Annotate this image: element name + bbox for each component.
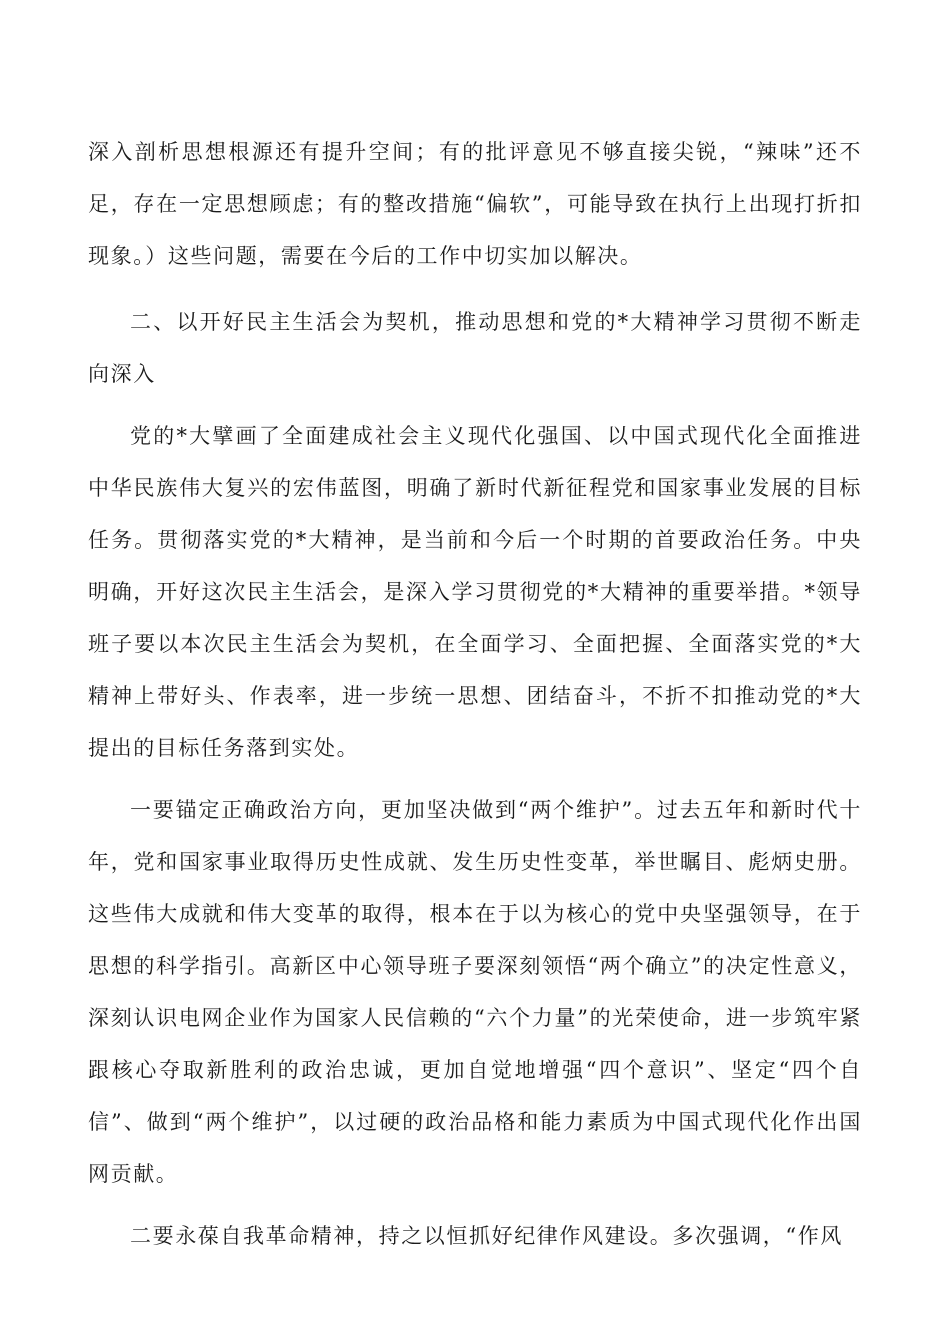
paragraph: 党的*大擘画了全面建成社会主义现代化强国、以中国式现代化全面推进中华民族伟大复兴的宏伟蓝图，明确了新时代新征程党和国家事业发展的目标任务。贯彻落实党的*大精神，是当前和今后一个时期的首要政治任务。中央明确，开好这次民主生活会，是深入学习贯彻党的*大精神的重要举措。*领导班子要以本次民主生活会为契机，在全面学习、全面把握、全面落实党的*大精神上带好头、作表率，进一步统一思想、团结奋斗，不折不扣推动党的*大提出的目标任务落到实处。 <box>88 424 862 760</box>
section-heading: 二、以开好民主生活会为契机，推动思想和党的*大精神学习贯彻不断走向深入 <box>88 310 862 386</box>
paragraph: 二要永葆自我革命精神，持之以恒抓好纪律作风建设。多次强调，“作风 <box>130 1224 843 1248</box>
document-body <box>88 126 862 1272</box>
paragraph-continuation: 深入剖析思想根源还有提升空间；有的批评意见不够直接尖锐，“辣味”还不足，存在一定思想顾虑；有的整改措施“偏软”，可能导致在执行上出现打折扣现象。）这些问题，需要在今后的工作中切实加以解决。 <box>88 140 862 268</box>
paragraph: 一要锚定正确政治方向，更加坚决做到“两个维护”。过去五年和新时代十年，党和国家事业取得历史性成就、发生历史性变革，举世瞩目、彪炳史册。这些伟大成就和伟大变革的取得，根本在于以为核心的党中央坚强领导，在于思想的科学指引。高新区中心领导班子要深刻领悟“两个确立”的决定性意义，深刻认识电网企业作为国家人民信赖的“六个力量”的光荣使命，进一步筑牢紧跟核心夺取新胜利的政治忠诚，更加自觉地增强“四个意识”、坚定“四个自信”、做到“两个维护”，以过硬的政治品格和能力素质为中国式现代化作出国网贡献。 <box>88 798 862 1186</box>
